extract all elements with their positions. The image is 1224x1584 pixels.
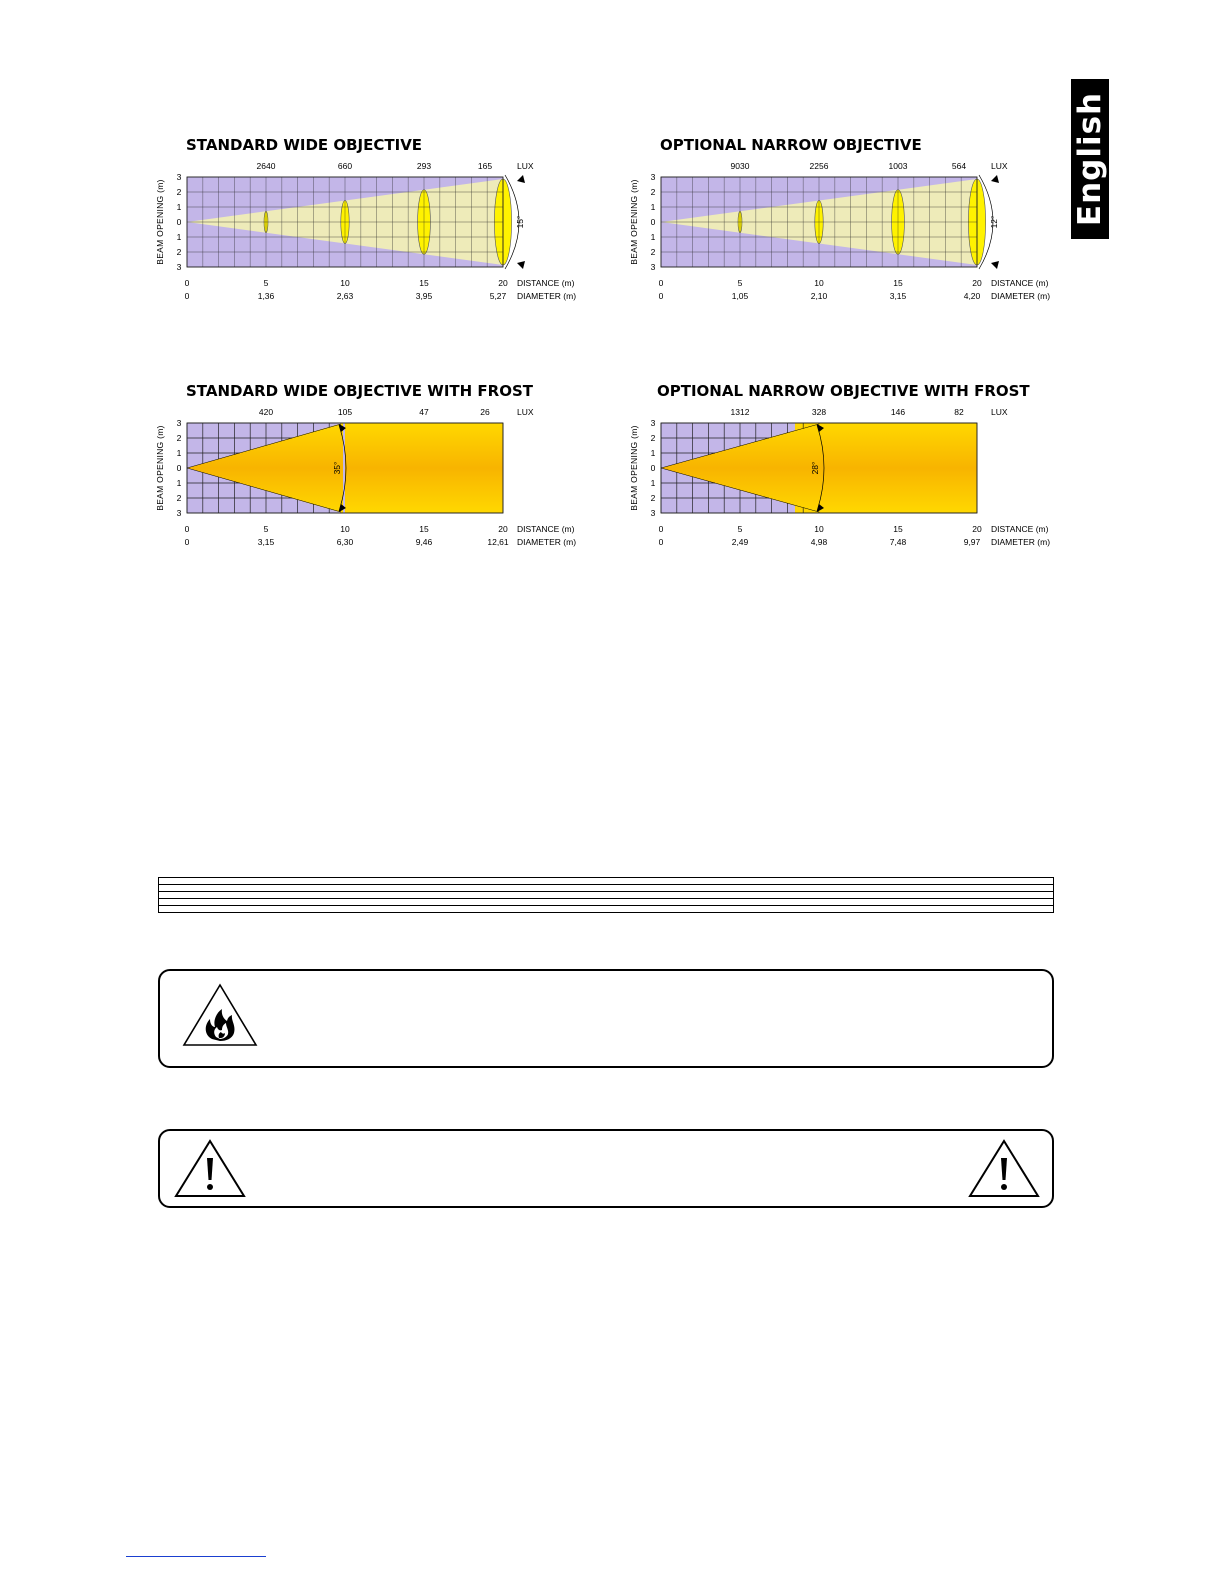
y-tick-label: 2 — [176, 433, 182, 443]
angle-arrow-head — [517, 261, 525, 269]
distance-tick: 15 — [893, 278, 903, 288]
lux-value: 293 — [416, 161, 432, 171]
fire-warning-icon — [182, 983, 258, 1047]
lux-value: 47 — [419, 407, 429, 417]
diameter-unit-label: DIAMETER (m) — [517, 537, 577, 547]
y-tick-label: 2 — [176, 493, 182, 503]
diameter-tick: 9,46 — [415, 537, 433, 547]
y-axis-label: BEAM OPENING (m) — [155, 425, 165, 511]
y-tick-label: 2 — [650, 187, 656, 197]
language-tab — [1071, 79, 1109, 239]
diameter-tick: 9,97 — [963, 537, 981, 547]
diameter-tick: 2,10 — [810, 291, 828, 301]
lux-unit-label: LUX — [517, 161, 534, 171]
diameter-tick: 1,36 — [257, 291, 275, 301]
footer-link-underline — [126, 1556, 266, 1557]
y-tick-label: 1 — [650, 448, 656, 458]
fire-warning-box — [158, 969, 1054, 1068]
chart-svg — [624, 130, 1074, 320]
diameter-tick: 3,15 — [889, 291, 907, 301]
distance-tick: 5 — [737, 278, 743, 288]
separator-line — [159, 898, 1053, 899]
y-tick-label: 1 — [176, 232, 182, 242]
beam-angle-label: 15° — [515, 215, 525, 229]
y-tick-label: 3 — [176, 508, 182, 518]
lux-unit-label: LUX — [991, 407, 1008, 417]
distance-tick: 0 — [658, 278, 664, 288]
angle-arrow-head — [991, 175, 999, 183]
beam-angle-label: 12° — [989, 215, 999, 229]
lux-unit-label: LUX — [991, 161, 1008, 171]
y-tick-label: 3 — [176, 418, 182, 428]
lux-value: 420 — [258, 407, 274, 417]
y-tick-label: 2 — [650, 433, 656, 443]
y-tick-label: 2 — [176, 247, 182, 257]
distance-tick: 10 — [340, 278, 350, 288]
chart-svg — [150, 376, 600, 566]
y-tick-label: 3 — [176, 262, 182, 272]
lux-value: 82 — [954, 407, 964, 417]
y-tick-label: 0 — [650, 217, 656, 227]
y-tick-label: 2 — [176, 187, 182, 197]
distance-tick: 15 — [419, 278, 429, 288]
diameter-tick: 2,63 — [336, 291, 354, 301]
caution-warning-box — [158, 1129, 1054, 1208]
lux-value: 26 — [480, 407, 490, 417]
chart-title: OPTIONAL NARROW OBJECTIVE WITH FROST — [657, 382, 1030, 400]
y-tick-label: 3 — [176, 172, 182, 182]
y-tick-label: 2 — [650, 247, 656, 257]
y-axis-label: BEAM OPENING (m) — [155, 179, 165, 265]
grid-lines — [187, 177, 503, 267]
y-tick-label: 1 — [650, 202, 656, 212]
distance-tick: 0 — [184, 524, 190, 534]
diameter-tick: 3,15 — [257, 537, 275, 547]
y-tick-label: 0 — [650, 463, 656, 473]
section-separator — [158, 877, 1054, 913]
distance-tick: 20 — [972, 524, 982, 534]
chart-optional-narrow — [624, 130, 1074, 320]
chart-svg — [624, 376, 1074, 566]
y-tick-label: 0 — [176, 463, 182, 473]
lux-value: 165 — [477, 161, 493, 171]
distance-unit-label: DISTANCE (m) — [517, 524, 575, 534]
y-tick-label: 1 — [176, 478, 182, 488]
chart-title: OPTIONAL NARROW OBJECTIVE — [660, 136, 922, 154]
exclamation-warning-icon — [174, 1138, 246, 1198]
chart-optional-narrow-frost — [624, 376, 1074, 566]
diameter-tick: 0 — [184, 291, 190, 301]
separator-line — [159, 884, 1053, 885]
chart-standard-wide-frost — [150, 376, 600, 566]
lux-value: 660 — [337, 161, 353, 171]
lux-value: 1312 — [730, 407, 750, 417]
lux-value: 146 — [890, 407, 906, 417]
distance-tick: 10 — [340, 524, 350, 534]
lux-value: 564 — [951, 161, 967, 171]
lux-value: 1003 — [888, 161, 908, 171]
y-tick-label: 3 — [650, 172, 656, 182]
diameter-tick: 12,61 — [487, 537, 509, 547]
diameter-tick: 4,98 — [810, 537, 828, 547]
diameter-tick: 0 — [184, 537, 190, 547]
distance-tick: 5 — [263, 278, 269, 288]
distance-tick: 15 — [419, 524, 429, 534]
diameter-unit-label: DIAMETER (m) — [991, 291, 1051, 301]
grid-lines — [661, 177, 977, 267]
diameter-tick: 1,05 — [731, 291, 749, 301]
diameter-unit-label: DIAMETER (m) — [517, 291, 577, 301]
beam-angle-label: 28° — [810, 461, 820, 475]
lux-value: 105 — [337, 407, 353, 417]
distance-tick: 10 — [814, 278, 824, 288]
diameter-tick: 6,30 — [336, 537, 354, 547]
chart-standard-wide — [150, 130, 600, 320]
lux-unit-label: LUX — [517, 407, 534, 417]
distance-tick: 20 — [498, 524, 508, 534]
y-tick-label: 3 — [650, 508, 656, 518]
distance-tick: 0 — [658, 524, 664, 534]
separator-line — [159, 891, 1053, 892]
distance-tick: 15 — [893, 524, 903, 534]
diameter-tick: 0 — [658, 537, 664, 547]
distance-tick: 5 — [263, 524, 269, 534]
frost-beam-body — [795, 423, 977, 513]
chart-title: STANDARD WIDE OBJECTIVE — [186, 136, 423, 154]
distance-tick: 20 — [498, 278, 508, 288]
y-tick-label: 3 — [650, 418, 656, 428]
distance-unit-label: DISTANCE (m) — [991, 524, 1049, 534]
y-tick-label: 1 — [176, 202, 182, 212]
distance-tick: 0 — [184, 278, 190, 288]
distance-unit-label: DISTANCE (m) — [517, 278, 575, 288]
diameter-tick: 5,27 — [489, 291, 507, 301]
separator-line — [159, 905, 1053, 906]
exclamation-warning-icon — [968, 1138, 1040, 1198]
lux-value: 2256 — [809, 161, 829, 171]
y-tick-label: 1 — [176, 448, 182, 458]
angle-arrow-head — [517, 175, 525, 183]
diameter-tick: 2,49 — [731, 537, 749, 547]
distance-unit-label: DISTANCE (m) — [991, 278, 1049, 288]
frost-beam-body — [345, 423, 503, 513]
y-axis-label: BEAM OPENING (m) — [629, 425, 639, 511]
y-tick-label: 3 — [650, 262, 656, 272]
beam-angle-label: 35° — [332, 461, 342, 475]
diameter-tick: 4,20 — [963, 291, 981, 301]
distance-tick: 10 — [814, 524, 824, 534]
y-tick-label: 1 — [650, 232, 656, 242]
chart-title: STANDARD WIDE OBJECTIVE WITH FROST — [186, 382, 533, 400]
diameter-unit-label: DIAMETER (m) — [991, 537, 1051, 547]
distance-tick: 20 — [972, 278, 982, 288]
y-axis-label: BEAM OPENING (m) — [629, 179, 639, 265]
lux-value: 2640 — [256, 161, 276, 171]
y-tick-label: 1 — [650, 478, 656, 488]
diameter-tick: 7,48 — [889, 537, 907, 547]
language-tab-label: English — [1072, 91, 1108, 227]
lux-value: 328 — [811, 407, 827, 417]
lux-value: 9030 — [730, 161, 750, 171]
angle-arrow-head — [991, 261, 999, 269]
y-tick-label: 0 — [176, 217, 182, 227]
distance-tick: 5 — [737, 524, 743, 534]
diameter-tick: 0 — [658, 291, 664, 301]
y-tick-label: 2 — [650, 493, 656, 503]
diameter-tick: 3,95 — [415, 291, 433, 301]
chart-svg — [150, 130, 600, 320]
